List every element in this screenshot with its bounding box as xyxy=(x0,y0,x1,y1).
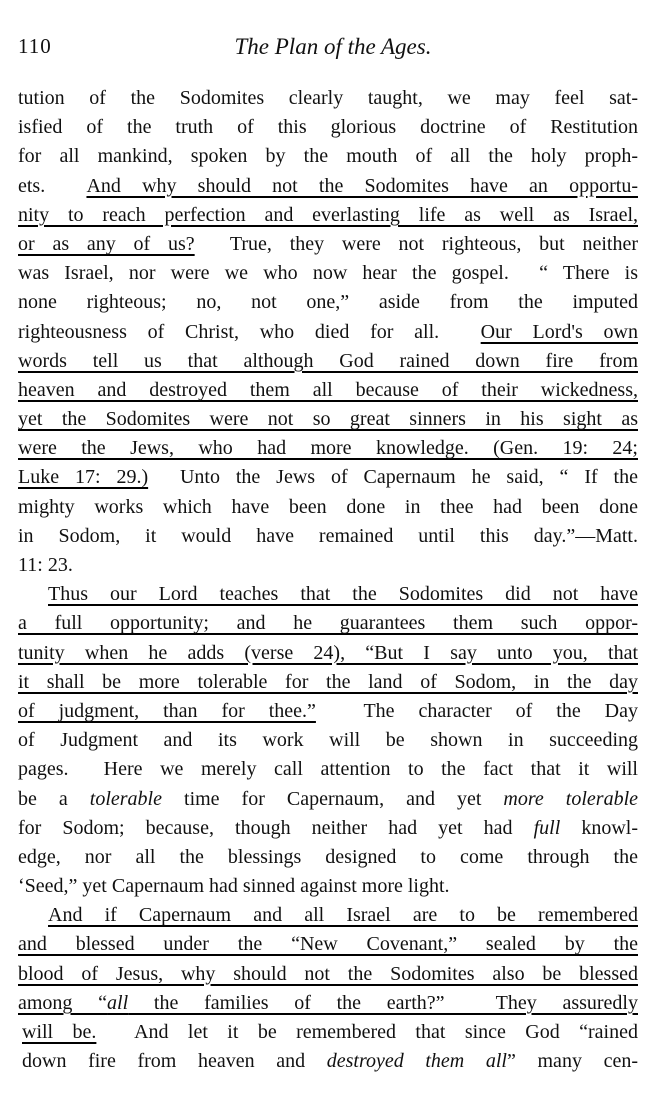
text-segment: destroyed them all xyxy=(326,1050,507,1073)
underlined-text: the families of the earth?” They assuredly xyxy=(128,991,638,1014)
text-line xyxy=(18,960,638,989)
underlined-text: nity to reach perfection and everlasting life as well as Israel, xyxy=(18,203,638,226)
underlined-text: yet the Sodomites were not so great sinners in his sight as xyxy=(18,408,638,431)
text-line xyxy=(18,901,638,930)
body-text xyxy=(18,84,638,1076)
text-segment: in Sodom, it would have remained until this day.”—Matt. xyxy=(18,524,638,547)
text-line xyxy=(18,434,638,463)
text-segment: pages. Here we merely call attention to the fact that it will xyxy=(18,758,638,781)
underlined-text: were the Jews, who had more knowledge. (Gen. 19: 24; xyxy=(18,437,638,460)
text-line xyxy=(18,347,638,376)
text-line xyxy=(18,726,638,755)
text-segment: ‘Seed,” yet Capernaum had sinned against more light. xyxy=(18,875,450,898)
text-segment: ” many cen- xyxy=(507,1050,638,1073)
underlined-text: heaven and destroyed them all because of their wickedness, xyxy=(18,378,638,401)
text-segment: mighty works which have been done in thee had been done xyxy=(18,495,638,518)
text-segment: down fire from heaven and xyxy=(22,1050,327,1073)
underlined-text: will be. xyxy=(22,1021,97,1043)
text-line xyxy=(18,580,638,609)
text-segment: tution of the Sodomites clearly taught, we may feel sat- xyxy=(18,87,638,109)
text-segment: righteousness of Christ, who died for all. xyxy=(18,320,481,343)
text-segment: for Sodom; because, though neither had yet had xyxy=(18,816,534,839)
underlined-text: Luke 17: 29.) xyxy=(18,466,149,489)
text-line xyxy=(18,113,638,142)
text-line xyxy=(18,1018,638,1047)
text-segment: none righteous; no, not one,” aside from the imputed xyxy=(18,291,638,314)
text-segment: for all mankind, spoken by the mouth of all the holy proph- xyxy=(18,145,638,168)
text-segment: edge, nor all the blessings designed to come through the xyxy=(18,845,638,868)
text-line xyxy=(18,639,638,668)
text-segment: ets. xyxy=(18,174,87,197)
text-line xyxy=(18,318,638,347)
text-line xyxy=(18,259,638,288)
text-segment: And let it be remembered that since God “rained xyxy=(96,1021,638,1043)
text-line xyxy=(18,551,638,580)
underlined-text: or as any of us? xyxy=(18,232,195,255)
text-line xyxy=(18,142,638,171)
underlined-text: of judgment, than for thee.” xyxy=(18,699,316,722)
page-header xyxy=(18,34,648,64)
text-line xyxy=(18,493,638,522)
text-line xyxy=(18,463,638,492)
underlined-text: among “ xyxy=(18,991,108,1014)
underlined-text: Thus our Lord teaches that the Sodomites did not have xyxy=(48,583,638,606)
text-line xyxy=(18,843,638,872)
underlined-text: a full opportunity; and he guarantees them such oppor- xyxy=(18,612,638,635)
underlined-text: and blessed under the “New Covenant,” sealed by the xyxy=(18,933,638,956)
text-segment: True, they were not righteous, but neither xyxy=(194,232,638,255)
text-line xyxy=(18,814,638,843)
text-line xyxy=(18,697,638,726)
underlined-text: Our Lord's own xyxy=(480,320,638,343)
text-segment: of Judgment and its work will be shown in succeeding xyxy=(18,729,638,752)
text-line xyxy=(18,930,638,959)
text-segment: The character of the Day xyxy=(315,699,638,722)
running-title: The Plan of the Ages. xyxy=(234,34,432,59)
text-line xyxy=(18,522,638,551)
text-segment: more tolerable xyxy=(503,787,638,810)
text-line xyxy=(18,405,638,434)
text-line xyxy=(18,872,638,901)
underlined-text: it shall be more tolerable for the land of Sodom, in the day xyxy=(18,670,638,693)
text-segment: time for Capernaum, and yet xyxy=(162,787,504,810)
text-line xyxy=(18,609,638,638)
text-line xyxy=(18,376,638,405)
text-line xyxy=(18,230,638,259)
text-line xyxy=(18,989,638,1018)
text-line xyxy=(18,288,638,317)
page-number: 110 xyxy=(18,34,52,58)
text-segment: knowl- xyxy=(560,816,638,839)
text-line xyxy=(18,785,638,814)
underlined-text: And why should not the Sodomites have an opportu- xyxy=(86,174,638,197)
text-line xyxy=(18,172,638,201)
text-line xyxy=(18,668,638,697)
underlined-text: words tell us that although God rained down fire from xyxy=(18,349,638,372)
text-segment: be a xyxy=(18,787,90,810)
text-segment: isfied of the truth of this glorious doctrine of Restitution xyxy=(18,116,638,139)
text-line xyxy=(18,201,638,230)
text-line xyxy=(18,1047,638,1076)
text-segment: full xyxy=(533,816,561,839)
underlined-text: And if Capernaum and all Israel are to be remembered xyxy=(48,904,638,927)
underlined-text: all xyxy=(107,991,129,1014)
underlined-text: blood of Jesus, why should not the Sodomites also be blessed xyxy=(18,962,638,985)
text-segment: Unto the Jews of Capernaum he said, “ If the xyxy=(148,466,638,489)
text-segment: tolerable xyxy=(89,787,162,810)
text-line xyxy=(18,755,638,784)
text-line xyxy=(18,84,638,113)
text-segment: 11: 23. xyxy=(18,554,73,576)
underlined-text: tunity when he adds (verse 24), “But I say unto you, that xyxy=(18,641,638,664)
text-segment: was Israel, nor were we who now hear the gospel. “ There is xyxy=(18,262,638,285)
